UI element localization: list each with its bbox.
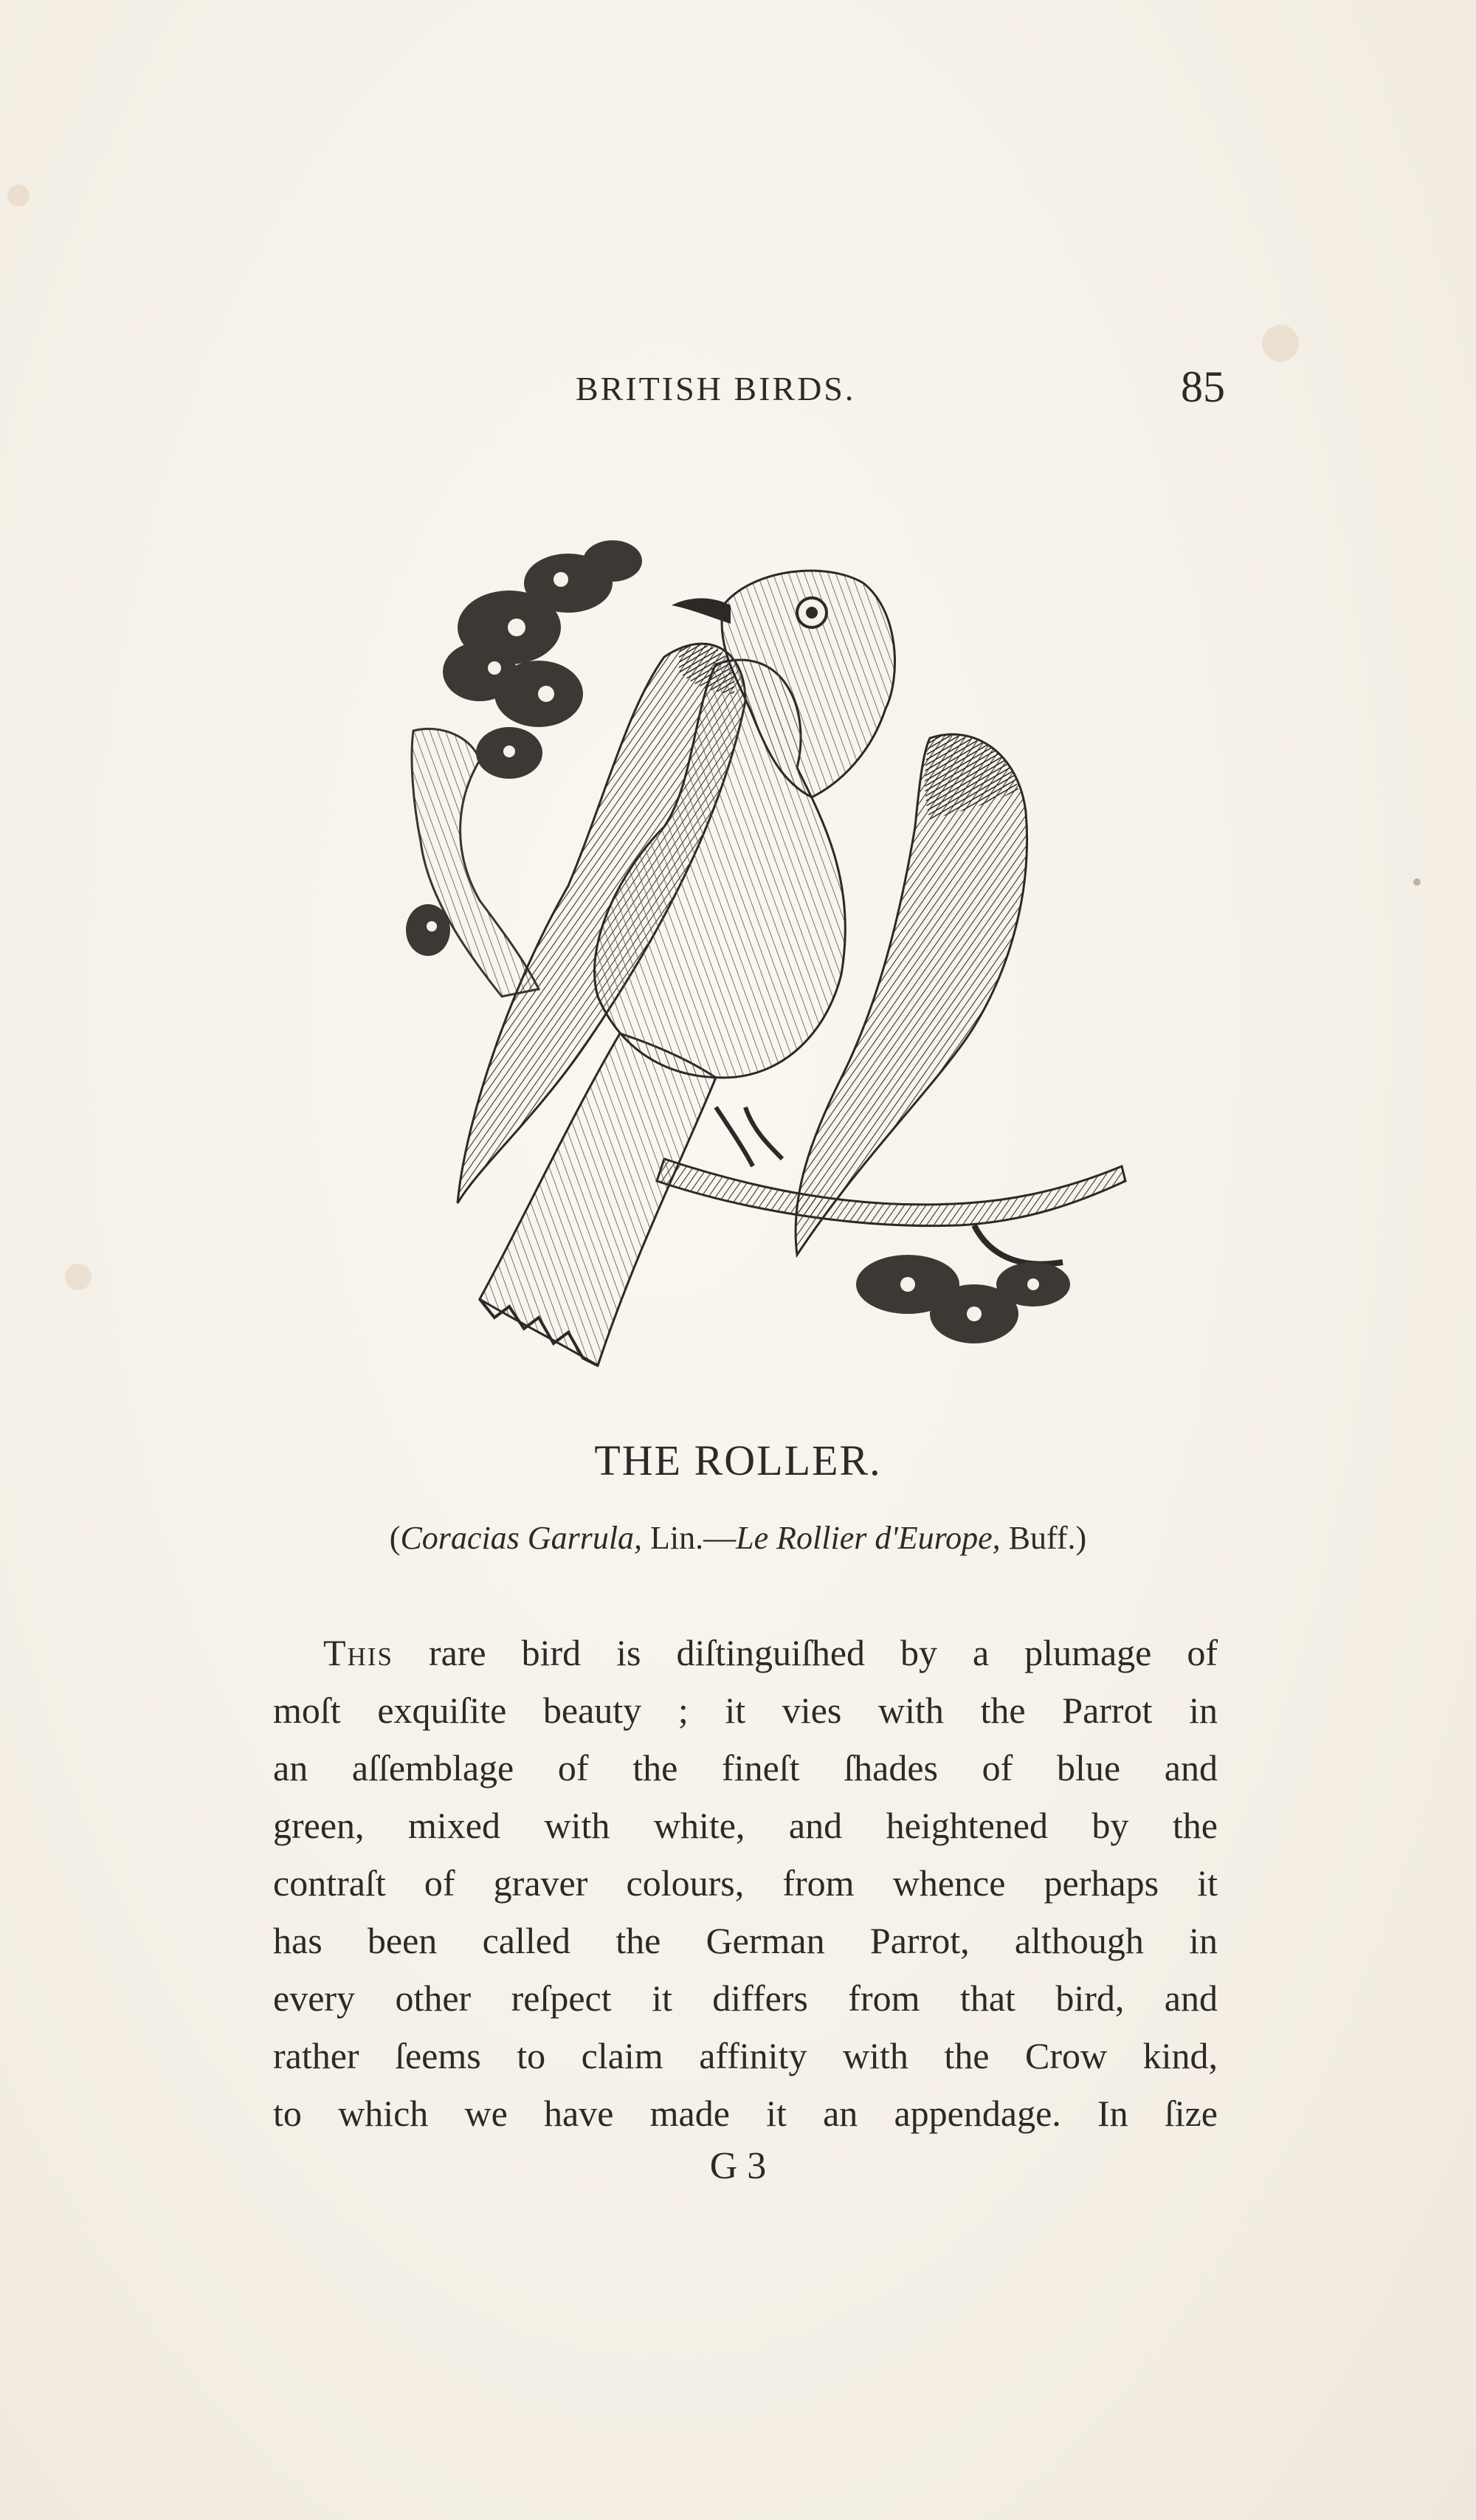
text-line: rather ſeems to claim affinity with the Crow kind, xyxy=(273,2035,1218,2076)
foxing-spot xyxy=(1413,878,1421,886)
text-line: moſt exquiſite beauty ; it vies with the Parrot in xyxy=(273,1690,1218,1731)
signature-mark: G 3 xyxy=(709,2145,767,2187)
text-line: every other reſpect it differs from that bird, and xyxy=(273,1977,1218,2019)
body-paragraph xyxy=(273,1624,1218,2142)
plate-caption-subtitle xyxy=(0,1519,1476,1557)
foxing-spot xyxy=(65,1264,92,1290)
french-authority: Buff.) xyxy=(1000,1520,1087,1556)
text-line: to which we have made it an appendage. In ſize xyxy=(273,2093,1218,2134)
french-name: Le Rollier d'Europe, xyxy=(736,1520,1001,1556)
text-line: has been called the German Parrot, although in xyxy=(273,1920,1218,1961)
foxing-spot xyxy=(1262,325,1299,362)
text-line: an aſſemblage of the fineſt ſhades of blue and xyxy=(273,1747,1218,1789)
text-line: green, mixed with white, and heightened by the xyxy=(273,1805,1218,1846)
open-paren: ( xyxy=(389,1520,401,1556)
text-line: contraſt of graver colours, from whence perhaps it xyxy=(273,1862,1218,1904)
latin-authority: Lin.— xyxy=(642,1520,737,1556)
drop-word: This xyxy=(323,1632,393,1673)
page-header xyxy=(0,362,1476,421)
line-text: rare bird is diſtinguiſhed by a plumage of xyxy=(393,1632,1218,1673)
latin-name: Coracias Garrula, xyxy=(400,1520,643,1556)
page-number: 85 xyxy=(1181,362,1225,411)
running-head: BRITISH BIRDS. xyxy=(576,370,856,407)
foxing-spot xyxy=(7,185,30,207)
plate-caption-title: THE ROLLER. xyxy=(594,1436,882,1484)
foliage-lower-right xyxy=(856,1255,1070,1343)
roller-bird-woodcut xyxy=(399,517,1137,1380)
text-line xyxy=(273,1624,1218,1681)
